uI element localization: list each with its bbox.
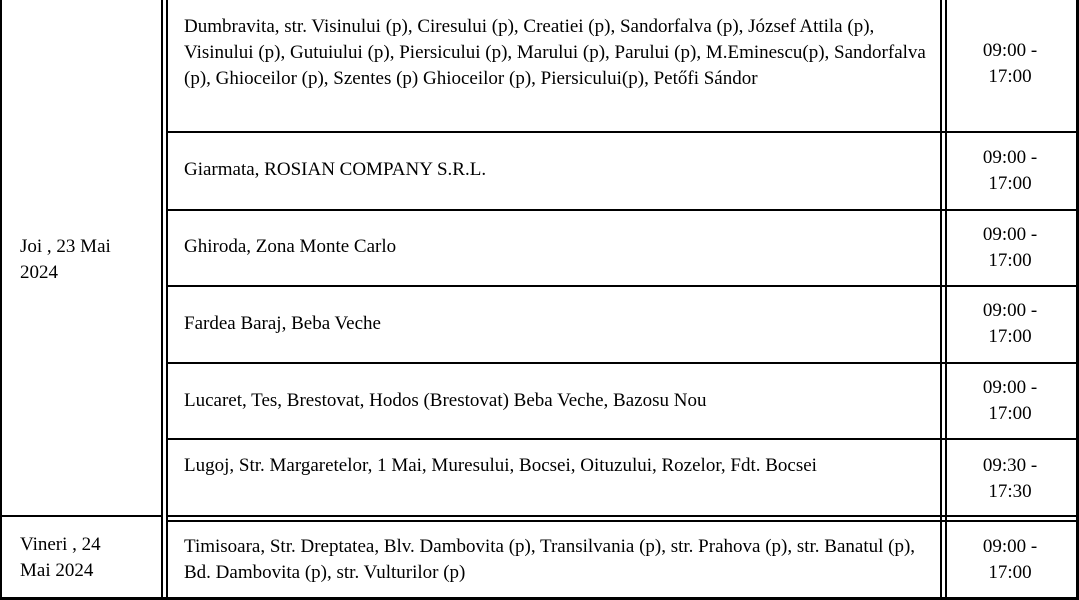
time-end: 17:00 xyxy=(988,562,1032,583)
time-end: 17:30 xyxy=(988,481,1032,502)
row-divider xyxy=(166,209,1079,211)
time-start: 09:00 - xyxy=(982,536,1038,557)
time-cell xyxy=(944,534,1076,586)
date-cell: Vineri , 24 Mai 2024 xyxy=(20,534,101,581)
time-cell xyxy=(944,375,1076,427)
time-start: 09:00 - xyxy=(982,224,1038,245)
location-cell: Timisoara, Str. Dreptatea, Blv. Dambovita (p), Transilvania (p), str. Prahova (p), str. Banatul (p), Bd. Dambovita (p), str. Vulturilor (p) xyxy=(184,536,916,583)
group-divider xyxy=(166,520,1079,522)
location-cell: Lugoj, Str. Margaretelor, 1 Mai, Muresului, Bocsei, Oituzului, Rozelor, Fdt. Bocsei xyxy=(184,455,817,476)
border-location-left xyxy=(166,0,168,600)
time-cell xyxy=(944,453,1076,505)
time-cell xyxy=(944,145,1076,197)
time-cell xyxy=(944,38,1076,90)
time-start: 09:00 - xyxy=(982,300,1038,321)
date-cell: Joi , 23 Mai 2024 xyxy=(20,236,111,283)
group-divider xyxy=(166,515,1079,517)
row-divider xyxy=(166,285,1079,287)
row-divider xyxy=(166,438,1079,440)
location-cell: Giarmata, ROSIAN COMPANY S.R.L. xyxy=(184,159,487,180)
location-cell: Ghiroda, Zona Monte Carlo xyxy=(184,236,397,257)
group-divider xyxy=(0,515,163,517)
time-start: 09:00 - xyxy=(982,40,1038,61)
time-end: 17:00 xyxy=(988,326,1032,347)
border-left xyxy=(0,0,2,600)
location-cell: Fardea Baraj, Beba Veche xyxy=(184,313,381,334)
time-start: 09:30 - xyxy=(982,455,1038,476)
time-end: 17:00 xyxy=(988,250,1032,271)
location-cell: Dumbravita, str. Visinului (p), Ciresului (p), Creatiei (p), Sandorfalva (p), József Attila (p), Visinului (p), Gutuiului (p), Piersicului (p), Marului (p), Parului (p), M.Eminescu(p), Sandorfalva (p), Ghioceilor (p), Szentes (p) Ghioceilor (p), Piersicului(p), Petőfi Sándor xyxy=(184,16,926,89)
time-start: 09:00 - xyxy=(982,377,1038,398)
location-cell: Lucaret, Tes, Brestovat, Hodos (Brestovat) Beba Veche, Bazosu Nou xyxy=(184,390,707,411)
time-start: 09:00 - xyxy=(982,147,1038,168)
border-location-right xyxy=(940,0,942,600)
border-date-right xyxy=(161,0,163,600)
time-cell xyxy=(944,222,1076,274)
time-end: 17:00 xyxy=(988,173,1032,194)
time-cell xyxy=(944,298,1076,350)
row-divider xyxy=(166,131,1079,133)
time-end: 17:00 xyxy=(988,66,1032,87)
time-end: 17:00 xyxy=(988,403,1032,424)
row-divider xyxy=(166,362,1079,364)
